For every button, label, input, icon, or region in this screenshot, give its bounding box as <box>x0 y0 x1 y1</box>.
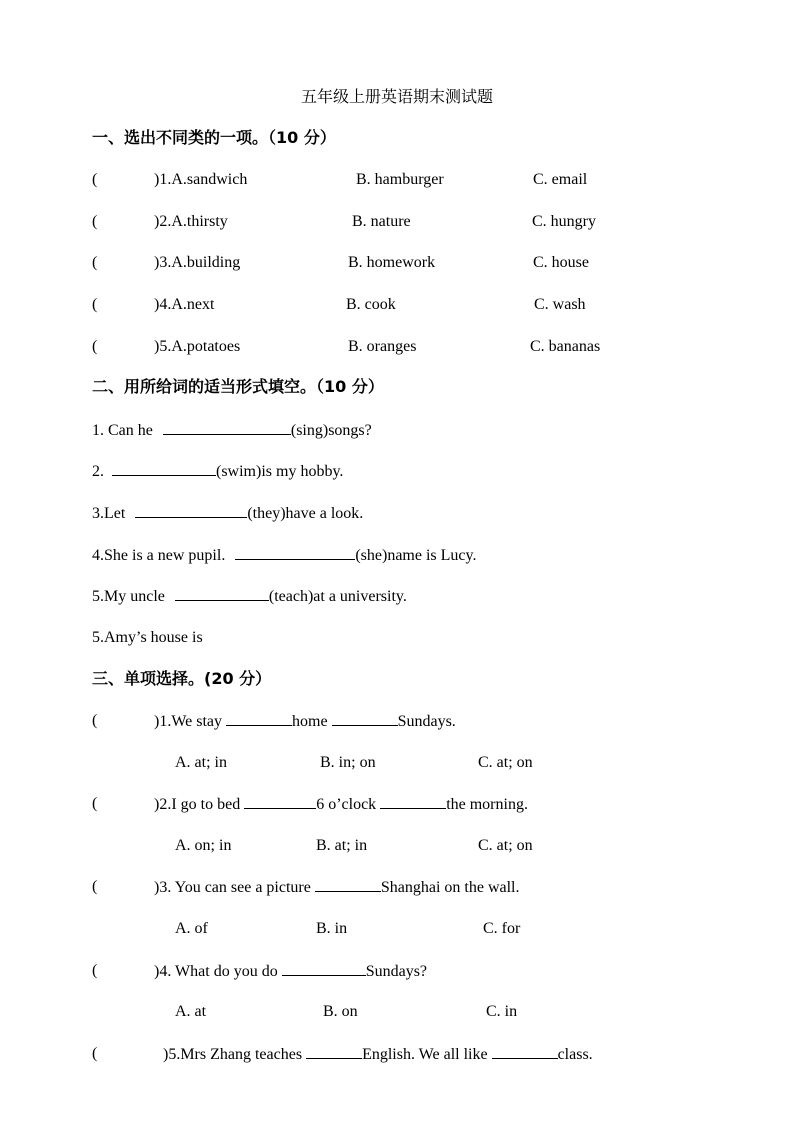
choice-b: B. in; on <box>320 754 376 771</box>
stem-text: 6 o’clock <box>316 796 381 813</box>
fill-in-prefix: 1. Can he <box>92 422 157 439</box>
page-title: 五年级上册英语期末测试题 <box>300 87 493 106</box>
stem-text: class. <box>557 1046 593 1063</box>
answer-paren: ( <box>92 338 98 355</box>
fill-in-prefix: 2. <box>92 463 108 480</box>
section3-heading: 三、单项选择。(20 分） <box>92 669 272 688</box>
choice-c: C. at; on <box>478 837 533 854</box>
option-c: C. wash <box>534 296 586 313</box>
answer-blank[interactable] <box>306 1044 362 1059</box>
choice-b: B. in <box>316 920 348 937</box>
question-stem <box>154 877 519 898</box>
answer-paren: ( <box>92 1045 98 1062</box>
fill-in-prefix: 4.She is a new pupil. <box>92 547 230 564</box>
fill-in-suffix: (sing)songs? <box>290 422 372 439</box>
fill-in-item <box>92 545 476 566</box>
option-b: B. oranges <box>348 338 417 355</box>
answer-blank[interactable] <box>332 711 398 726</box>
question-stem <box>163 1044 593 1065</box>
stem-text: )3. You can see a picture <box>154 879 315 896</box>
answer-paren: ( <box>92 254 98 271</box>
question-stem <box>154 711 456 732</box>
answer-blank[interactable] <box>135 503 247 518</box>
answer-paren: ( <box>92 171 98 188</box>
question-stem <box>154 961 427 982</box>
answer-blank[interactable] <box>315 877 381 892</box>
answer-blank[interactable] <box>226 711 292 726</box>
answer-blank[interactable] <box>163 420 291 435</box>
answer-paren: ( <box>92 296 98 313</box>
answer-paren: ( <box>92 962 98 979</box>
fill-in-suffix: (teach)at a university. <box>268 588 407 605</box>
option-c: C. house <box>533 254 589 271</box>
fill-in-item <box>92 628 203 648</box>
option-a: )3.A.building <box>154 254 241 271</box>
fill-in-prefix: 5.Amy’s house is <box>92 629 203 646</box>
question-stem <box>154 794 528 815</box>
option-c: C. bananas <box>530 338 601 355</box>
option-c: C. email <box>533 171 588 188</box>
fill-in-item <box>92 586 407 607</box>
stem-text: English. We all like <box>362 1046 492 1063</box>
choice-b: B. at; in <box>316 837 368 854</box>
option-a: )5.A.potatoes <box>154 338 241 355</box>
answer-paren: ( <box>92 795 98 812</box>
stem-text: )2.I go to bed <box>154 796 245 813</box>
stem-text: Shanghai on the wall. <box>380 879 520 896</box>
option-b: B. cook <box>346 296 396 313</box>
fill-in-prefix: 5.My uncle <box>92 588 169 605</box>
answer-blank[interactable] <box>175 586 269 601</box>
stem-text: Sundays. <box>397 713 456 730</box>
stem-text: )4. What do you do <box>154 963 282 980</box>
answer-blank[interactable] <box>235 545 355 560</box>
answer-blank[interactable] <box>112 461 216 476</box>
fill-in-suffix: (swim)is my hobby. <box>216 463 344 480</box>
fill-in-suffix: (they)have a look. <box>247 505 364 522</box>
stem-text: Sundays? <box>365 963 428 980</box>
section1-heading: 一、选出不同类的一项。（10 分） <box>92 128 336 147</box>
option-c: C. hungry <box>532 213 596 230</box>
choice-a: A. on; in <box>175 837 232 854</box>
option-b: B. hamburger <box>356 171 444 188</box>
choice-c: C. in <box>486 1003 518 1020</box>
option-a: )2.A.thirsty <box>154 213 228 230</box>
fill-in-item <box>92 420 372 441</box>
fill-in-item <box>92 503 363 524</box>
stem-text: )1.We stay <box>154 713 227 730</box>
option-b: B. nature <box>352 213 411 230</box>
answer-blank[interactable] <box>492 1044 558 1059</box>
choice-b: B. on <box>323 1003 358 1020</box>
choice-c: C. for <box>483 920 521 937</box>
answer-blank[interactable] <box>380 794 446 809</box>
choice-a: A. of <box>175 920 208 937</box>
answer-blank[interactable] <box>282 961 366 976</box>
choice-a: A. at <box>175 1003 207 1020</box>
fill-in-item <box>92 461 343 482</box>
answer-blank[interactable] <box>244 794 316 809</box>
option-a: )4.A.next <box>154 296 215 313</box>
stem-text: the morning. <box>446 796 528 813</box>
choice-c: C. at; on <box>478 754 533 771</box>
answer-paren: ( <box>92 878 98 895</box>
answer-paren: ( <box>92 213 98 230</box>
option-b: B. homework <box>348 254 436 271</box>
stem-text: )5.Mrs Zhang teaches <box>163 1046 307 1063</box>
stem-text: home <box>292 713 332 730</box>
choice-a: A. at; in <box>175 754 227 771</box>
fill-in-suffix: (she)name is Lucy. <box>355 547 477 564</box>
section2-heading: 二、用所给词的适当形式填空。（10 分） <box>92 377 384 396</box>
option-a: )1.A.sandwich <box>154 171 248 188</box>
answer-paren: ( <box>92 712 98 729</box>
fill-in-prefix: 3.Let <box>92 505 130 522</box>
